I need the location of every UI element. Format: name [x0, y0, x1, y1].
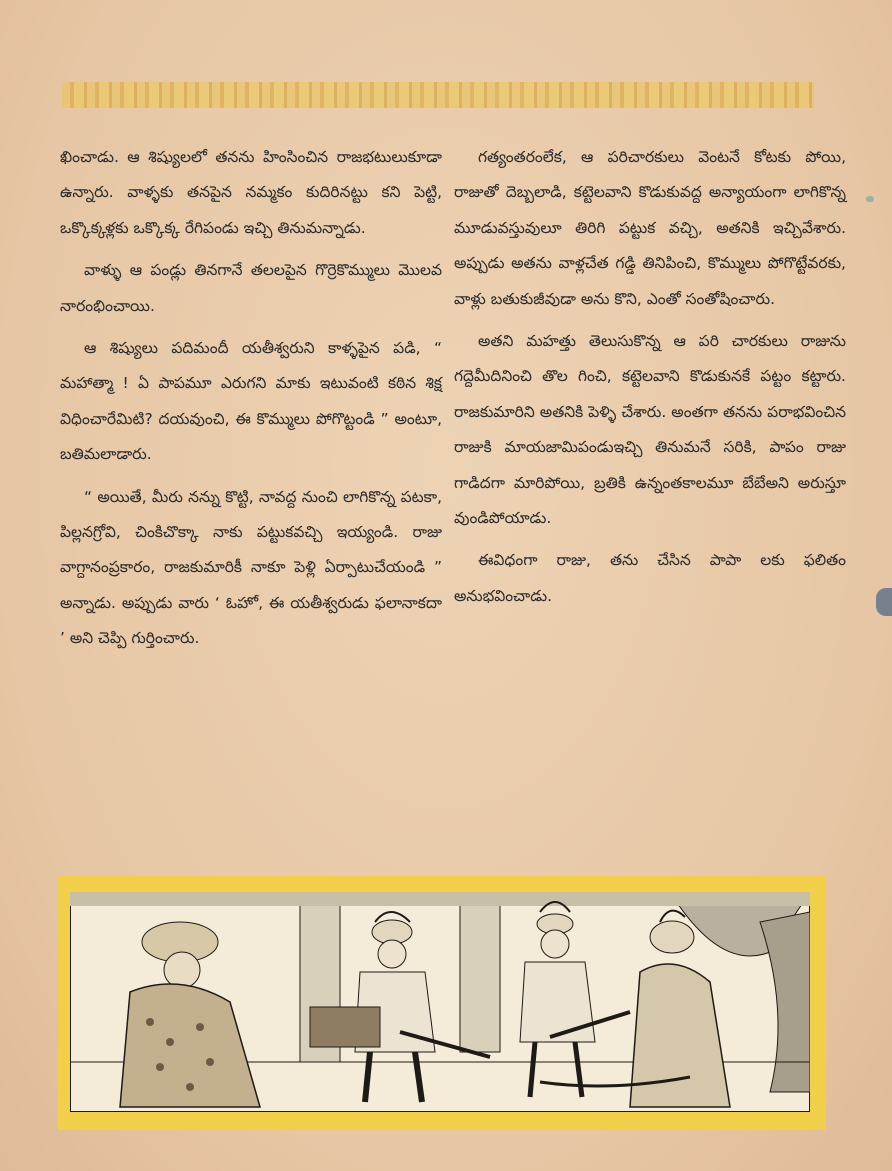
paragraph: “ అయితే, మీరు నన్ను కొట్టి, నావద్ద నుంచి లాగికొన్న పటకా, పిల్లనగ్రోవి, చింకిచొక్కా నాకు పట్టుకవచ్చి ఇయ్యండి. రాజు వాగ్దానంప్రకారం, రాజకుమారికీ నాకూ పెళ్లి ఏర్పాటుచేయండి ” అన్నాడు. అప్పుడు వారు ‘ ఓహో, ఈ యతీశ్వరుడు ఫలానాకదా ’ అని చెప్పి గుర్తించారు.	[60, 487, 442, 648]
illustration-drawing	[70, 892, 810, 1112]
paragraph: ఈవిధంగా రాజు, తను చేసిన పాపా లకు ఫలితం అనుభవించాడు.	[454, 551, 846, 605]
paragraph: వాళ్ళు ఆ పండ్లు తినగానే తలలపైన గొర్రెకొమ్ములు మొలవ నారంభించాయి.	[60, 261, 442, 315]
paragraph: గత్యంతరంలేక, ఆ పరిచారకులు వెంటనే కోటకు పోయి, రాజుతో దెబ్బలాడి, కట్టెలవాని కొడుకువద్ద అన్యాయంగా లాగికొన్న మూడువస్తువులూ తిరిగి పట్టుక వచ్చి, అతనికి ఇచ్చివేశారు. అప్పుడు అతను వాళ్లచేత గడ్డి తినిపించి, కొమ్ములు పోగొట్టేవరకు, వాళ్లు బతుకుజీవుడా అను కొని, ఎంతో సంతోషించారు.	[454, 148, 846, 308]
paragraph: ఆ శిష్యులు పదిమందీ యతీశ్వరుని కాళ్ళపైన పడి, “ మహాత్మా ! ఏ పాపమూ ఎరుగని మాకు ఇటువంటి కఠిన శిక్ష విధించారేమిటి? దయవుంచి, ఈ కొమ్ములు పోగొట్టండి ” అంటూ, బతిమలాడారు.	[60, 339, 442, 464]
decorative-header-band	[62, 82, 814, 108]
binding-edge-mark	[876, 588, 892, 616]
right-text-column	[454, 140, 846, 614]
left-text-column	[60, 140, 442, 657]
story-illustration	[58, 876, 826, 1130]
paragraph: అతని మహత్తు తెలుసుకొన్న ఆ పరి చారకులు రాజును గద్దెమీదినించి తొల గించి, కట్టెలవాని కొడుకునకే పట్టం కట్టారు. రాజకుమారిని అతనికి పెళ్ళి చేశారు. అంతగా తనను పరాభవించిన రాజుకి మాయజామిపండుఇచ్చి తినుమనే సరికి, పాపం రాజు గాడిదగా మారిపోయి, బ్రతికి ఉన్నంతకాలమూ బేబేఅని అరుస్తూ వుండిపోయాడు.	[454, 332, 846, 528]
paragraph: ఖించాడు. ఆ శిష్యులలో తనను హింసించిన రాజభటులుకూడా ఉన్నారు. వాళ్ళకు తనపైన నమ్మకం కుదిరినట్టు కని పెట్టి, ఒక్కొక్కళ్లకు ఒక్కొక్క రేగిపండు ఇచ్చి తినుమన్నాడు.	[60, 148, 442, 237]
paper-stain	[866, 196, 874, 202]
